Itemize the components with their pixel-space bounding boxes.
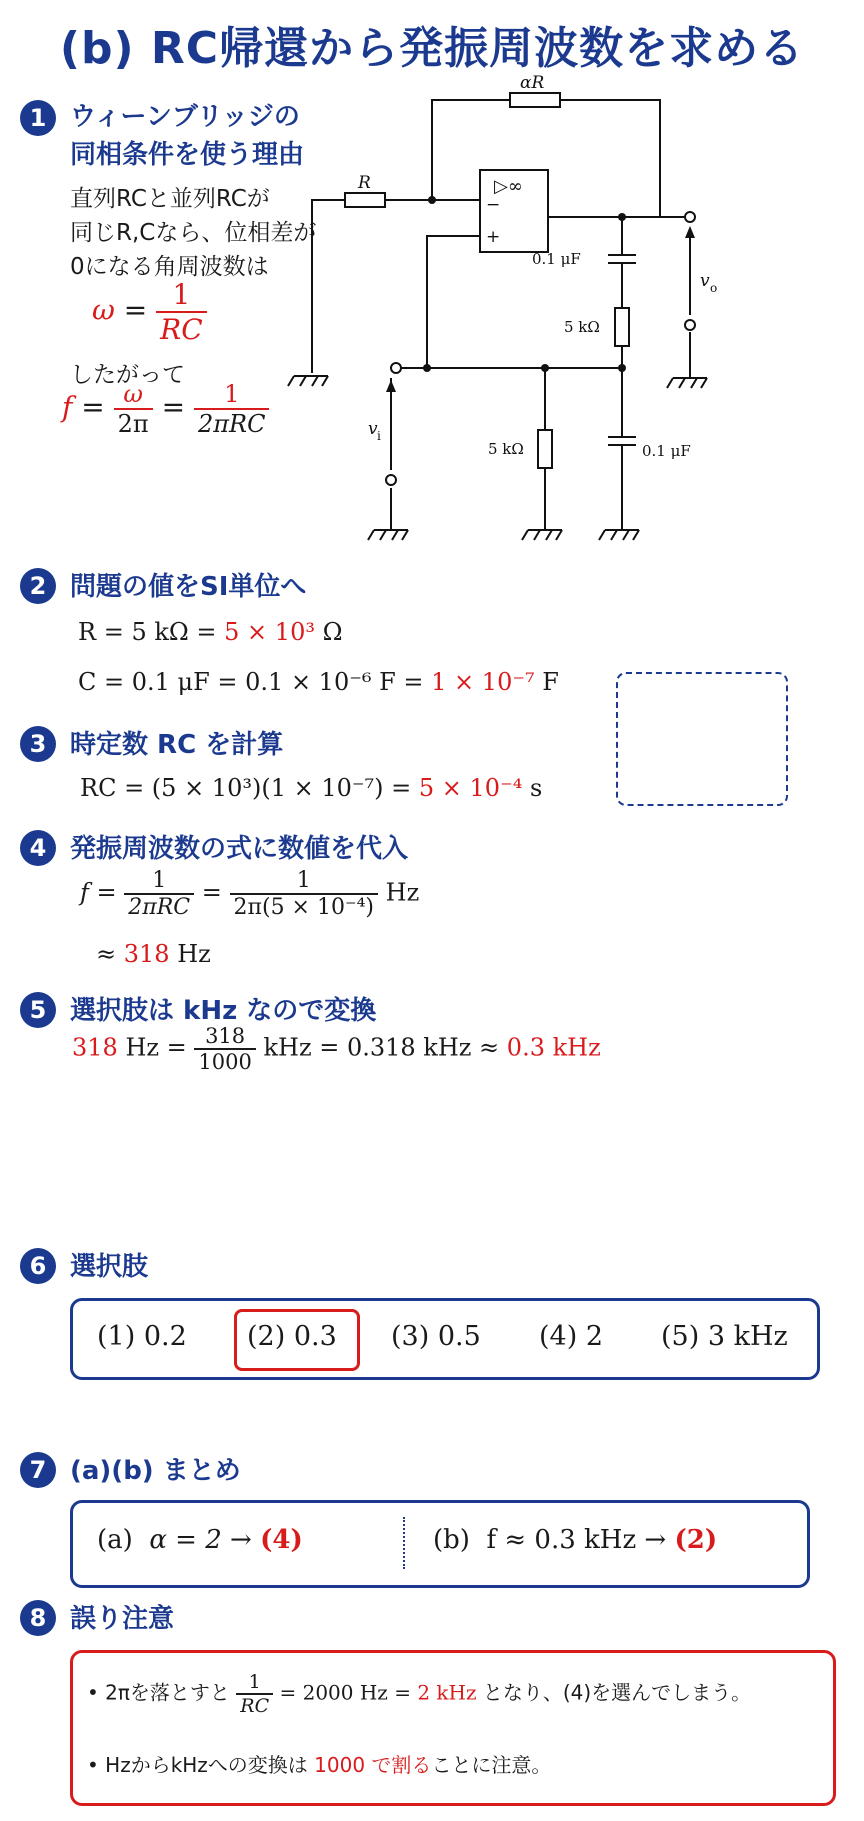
section-4-heading: 発振周波数の式に数値を代入 [70,834,409,864]
step-number-5: 5 [20,992,56,1028]
page-title: (b) RC帰還から発振周波数を求める [59,23,805,74]
approx-result: ≈ 318 Hz [96,940,211,968]
summary-box [70,1500,810,1588]
opamp-symbol: ▷∞ [494,176,523,197]
opamp-minus: − [486,195,501,215]
step-number-2: 2 [20,568,56,604]
summary-b: (b) f ≈ 0.3 kHz → (2) [433,1525,718,1555]
section-8-heading: 誤り注意 [70,1604,175,1634]
frequency-formula: f = $\frac{\omega}{2\pi}$ = $\frac{1}{\text{2πRC}}$ [62,380,269,438]
section-1-text-1: 直列RCと並列RCが [70,186,270,212]
section-1-therefore: したがって [70,362,185,388]
step-number-1: 1 [20,100,56,136]
section-6-heading: 選択肢 [70,1252,149,1282]
label-r: R [358,173,371,193]
step-number-7: 7 [20,1452,56,1488]
label-vi: v [368,419,378,439]
label-c-bottom: 0.1 μF [642,442,691,460]
label-vo-sub: o [710,281,718,295]
wien-bridge-circuit [280,70,820,560]
rc-calculation: RC = (5 × 10³)(1 × 10⁻⁷) = 5 × 10⁻⁴ s [80,774,543,802]
warning-line-2: • HzからkHzへの変換は 1000 で割ることに注意。 [87,1753,552,1777]
summary-divider [403,1517,405,1569]
choice-2[interactable]: (2) 0.3 [247,1321,337,1352]
section-3-heading: 時定数 RC を計算 [70,730,284,760]
label-r-bottom: 5 kΩ [488,440,524,458]
substitution-formula: f = $\frac{1}{\text{2πRC}}$ = $\frac{1}{\text{2π(5 × 10⁻⁴)}}$ Hz [80,868,420,920]
choices-box [70,1298,820,1380]
step-number-4: 4 [20,830,56,866]
choice-4[interactable]: (4) 2 [539,1321,604,1352]
section-1-heading-line2: 同相条件を使う理由 [70,140,305,170]
label-alpha-r: αR [520,73,545,93]
warning-box [70,1650,836,1806]
step-number-8: 8 [20,1600,56,1636]
warning-line-1: • 2πを落とすと $\frac{1}{RC}$ = 2000 Hz = 2 kHz となり、(4)を選んでしまう。 [87,1671,752,1717]
omega-formula: ω = $\frac{1}{RC}$ [92,278,207,346]
section-5-heading: 選択肢は kHz なので変換 [70,996,377,1026]
choice-3[interactable]: (3) 0.5 [391,1321,481,1352]
step-number-6: 6 [20,1248,56,1284]
label-vo: v [700,271,710,291]
choice-1[interactable]: (1) 0.2 [97,1321,187,1352]
section-1-heading-line1: ウィーンブリッジの [70,102,300,132]
r-conversion: R = 5 kΩ = 5 × 10³ Ω [78,618,343,646]
section-2-heading: 問題の値をSI単位へ [70,572,307,602]
section-1-text-3: 0になる角周波数は [70,254,269,280]
section-7-heading: (a)(b) まとめ [70,1456,241,1486]
opamp-plus: + [486,227,501,247]
step-number-3: 3 [20,726,56,762]
unit-prefix-box [616,672,788,806]
label-c-top: 0.1 μF [532,250,581,268]
section-1-text-2: 同じR,Cなら、位相差が [70,220,317,246]
c-conversion: C = 0.1 μF = 0.1 × 10⁻⁶ F = 1 × 10⁻⁷ F [78,668,559,696]
label-r-top: 5 kΩ [564,318,600,336]
khz-conversion: 318 Hz = $\frac{318}{1000}$ kHz = 0.318 kHz ≈ 0.3 kHz [72,1024,601,1074]
summary-a: (a) α = 2 → (4) [97,1525,303,1555]
choice-5[interactable]: (5) 3 kHz [661,1321,788,1352]
label-vi-sub: i [377,429,381,443]
